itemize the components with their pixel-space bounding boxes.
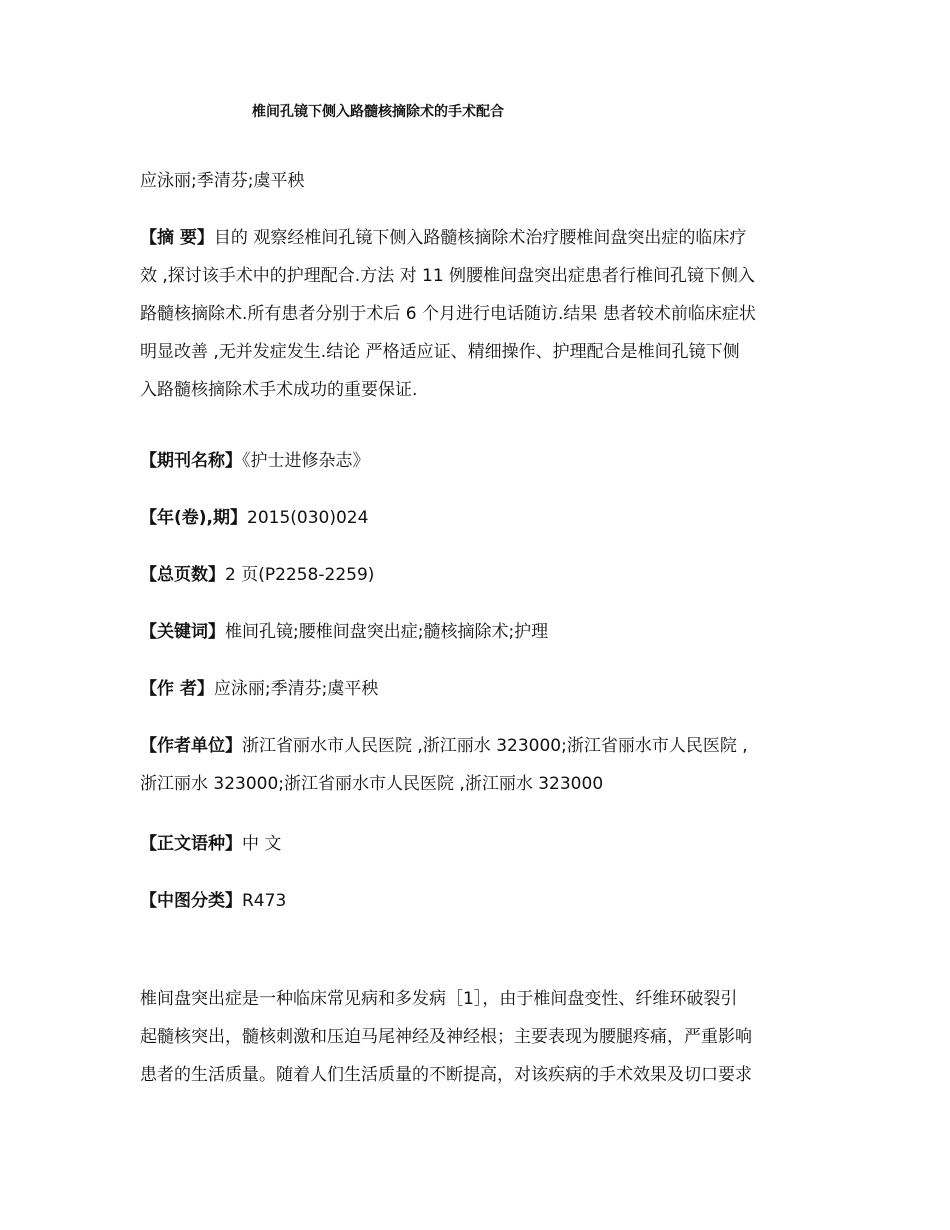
- keywords-value: 椎间孔镜;腰椎间盘突出症;髓核摘除术;护理: [225, 622, 549, 642]
- journal-label: 【期刊名称】: [140, 451, 242, 471]
- pages-value: 2 页(P2258-2259): [225, 565, 375, 585]
- classification-value: R473: [242, 891, 287, 911]
- abstract-line-5: 入路髓核摘除术手术成功的重要保证.: [140, 380, 418, 400]
- keywords-field: [140, 613, 820, 651]
- language-field: [140, 825, 820, 863]
- affiliation-line-2: 浙江丽水 323000;浙江省丽水市人民医院 ,浙江丽水 323000: [140, 774, 604, 794]
- affiliation-line-1: 【作者单位】浙江省丽水市人民医院 ,浙江丽水 323000;浙江省丽水市人民医院 ,: [140, 736, 748, 756]
- body-line-2: 起髓核突出，髓核刺激和压迫马尾神经及神经根；主要表现为腰腿疼痛，严重影响: [140, 1027, 752, 1047]
- abstract-line-3: 路髓核摘除术.所有患者分别于术后 6 个月进行电话随访.结果 患者较术前临床症状: [140, 304, 756, 324]
- classification-label: 【中图分类】: [140, 891, 242, 911]
- language-label: 【正文语种】: [140, 834, 242, 854]
- abstract-line-4: 明显改善 ,无并发症发生.结论 严格适应证、精细操作、护理配合是椎间孔镜下侧: [140, 342, 740, 362]
- classification-field: [140, 882, 820, 920]
- year-field: [140, 499, 820, 537]
- authors-text: 应泳丽;季清芬;虞平秧: [140, 171, 305, 191]
- keywords-label: 【关键词】: [140, 622, 225, 642]
- journal-field: [140, 442, 820, 480]
- author-field: [140, 670, 820, 708]
- body-line-3: 患者的生活质量。随着人们生活质量的不断提高，对该疾病的手术效果及切口要求: [140, 1065, 752, 1085]
- authors-line: [140, 162, 820, 200]
- abstract-line-2: 效 ,探讨该手术中的护理配合.方法 对 11 例腰椎间盘突出症患者行椎间孔镜下侧入: [140, 266, 756, 286]
- abstract-line-1: 【摘 要】目的 观察经椎间孔镜下侧入路髓核摘除术治疗腰椎间盘突出症的临床疗: [140, 228, 747, 248]
- body-text: [140, 980, 820, 1094]
- year-label: 【年(卷),期】: [140, 508, 247, 528]
- abstract-section: [140, 219, 820, 409]
- abstract-label: 【摘 要】: [140, 228, 214, 248]
- year-value: 2015(030)024: [247, 508, 369, 528]
- journal-value: 《护士进修杂志》: [242, 451, 370, 471]
- pages-label: 【总页数】: [140, 565, 225, 585]
- affiliation-label: 【作者单位】: [140, 736, 242, 756]
- paper-title: 椎间孔镜下侧入路髓核摘除术的手术配合: [252, 104, 504, 120]
- pages-field: [140, 556, 820, 594]
- affiliation-field: [140, 727, 820, 803]
- author-label: 【作 者】: [140, 679, 214, 699]
- body-line-1: 椎间盘突出症是一种临床常见病和多发病［1］，由于椎间盘变性、纤维环破裂引: [140, 989, 738, 1009]
- language-value: 中 文: [242, 834, 282, 854]
- author-value: 应泳丽;季清芬;虞平秧: [213, 679, 379, 699]
